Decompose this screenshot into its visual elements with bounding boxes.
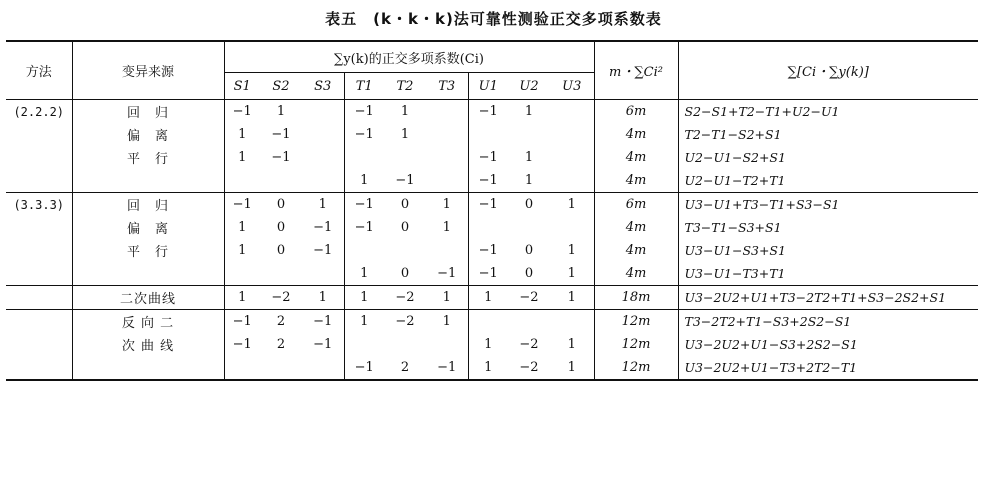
method-cell	[6, 239, 72, 262]
coef-t3-cell	[426, 333, 468, 356]
coef-u3-cell: 1	[550, 356, 594, 380]
m-sum-cell: 4m	[594, 239, 678, 262]
coef-u1-cell: −1	[478, 266, 498, 281]
coef-u3-cell: 1	[550, 193, 594, 217]
coef-t2-cell: −2	[384, 310, 426, 334]
coef-u1-cell: −1	[478, 173, 498, 188]
method-cell	[6, 123, 72, 146]
formula-cell: U2−U1−S2+S1	[684, 150, 786, 165]
formula-cell: U2−U1−T2+T1	[684, 173, 786, 188]
table-row	[6, 193, 978, 217]
header-s1: S1	[224, 73, 260, 100]
coef-u1-cell: −1	[478, 104, 498, 119]
coef-s3-cell	[302, 356, 344, 380]
coef-s3-cell: 1	[302, 286, 344, 310]
coef-u2-cell: 0	[508, 193, 550, 217]
coef-u1-cell: −1	[478, 150, 498, 165]
coef-u2-cell: 0	[524, 243, 534, 258]
coef-s2-cell: 2	[260, 310, 302, 334]
source-cell: 反 向 二	[72, 310, 224, 334]
table-row	[6, 123, 978, 146]
coef-u2-cell: −2	[519, 337, 539, 352]
coef-t3-cell: −1	[426, 262, 468, 286]
formula-cell: U3−2U2+U1−S3+2S2−S1	[684, 337, 858, 352]
coef-s2-cell: 0	[276, 243, 286, 258]
formula-cell: U3−U1−T3+T1	[684, 266, 786, 281]
table-row	[6, 239, 978, 262]
coef-u3-cell	[550, 123, 594, 146]
table-row	[6, 333, 978, 356]
source-cell	[72, 356, 224, 380]
m-sum-cell: 6m	[594, 100, 678, 124]
coef-s2-cell: 2	[276, 337, 286, 352]
coef-t1-cell: 1	[360, 173, 369, 188]
table-row	[6, 146, 978, 169]
header-s3: S3	[302, 73, 344, 100]
coef-u2-cell	[508, 216, 550, 239]
coef-s1-cell: −1	[232, 104, 252, 119]
coef-s1-cell	[224, 169, 260, 193]
coef-u1-cell: 1	[468, 286, 508, 310]
coef-s2-cell: −2	[260, 286, 302, 310]
coef-s3-cell	[302, 100, 344, 124]
source-cell: 偏 离	[72, 216, 224, 239]
header-coef-group: ∑y(k)的正交多项系数(Ci)	[224, 41, 594, 73]
m-sum-cell: 4m	[594, 123, 678, 146]
coef-s2-cell: 0	[276, 220, 286, 235]
method-cell	[6, 286, 72, 310]
m-sum-cell: 18m	[594, 286, 678, 310]
coef-u3-cell	[550, 216, 594, 239]
header-t2: T2	[384, 73, 426, 100]
coef-u2-cell: 1	[524, 104, 534, 119]
coef-s2-cell: −1	[271, 127, 291, 142]
coef-s3-cell: −1	[302, 216, 344, 239]
coef-u3-cell	[550, 310, 594, 334]
formula-cell: T3−T1−S3+S1	[684, 220, 782, 235]
coef-s2-cell	[260, 262, 302, 286]
table-row	[6, 286, 978, 310]
table-row	[6, 310, 978, 334]
coef-s1-cell: 1	[238, 243, 247, 258]
coef-t2-cell: −1	[395, 173, 415, 188]
coef-t3-cell: 1	[426, 193, 468, 217]
table-row	[6, 100, 978, 124]
header-u2: U2	[508, 73, 550, 100]
coef-t2-cell	[384, 146, 426, 169]
source-cell	[72, 262, 224, 286]
m-sum-cell: 4m	[594, 169, 678, 193]
coef-s2-cell	[260, 169, 302, 193]
coef-s2-cell	[260, 356, 302, 380]
header-u1: U1	[468, 73, 508, 100]
m-sum-cell: 6m	[594, 193, 678, 217]
coef-t3-cell: 1	[426, 286, 468, 310]
coef-t3-cell: 1	[426, 216, 468, 239]
formula-cell: U3−U1+T3−T1+S3−S1	[678, 193, 978, 217]
m-sum-cell: 12m	[594, 333, 678, 356]
coef-t1-cell: 1	[344, 310, 384, 334]
coef-s1-cell: −1	[232, 337, 252, 352]
source-cell: 次 曲 线	[72, 333, 224, 356]
coef-s3-cell: −1	[302, 333, 344, 356]
table-row	[6, 169, 978, 193]
coef-t1-cell: −1	[354, 127, 374, 142]
coef-u3-cell	[550, 146, 594, 169]
coef-t1-cell: −1	[344, 356, 384, 380]
coef-t3-cell	[426, 169, 468, 193]
method-cell	[6, 310, 72, 334]
coef-s1-cell	[224, 356, 260, 380]
coef-u1-cell: 1	[468, 356, 508, 380]
coef-t2-cell: 0	[400, 266, 410, 281]
header-u3: U3	[550, 73, 594, 100]
source-cell: 平 行	[72, 146, 224, 169]
coef-u2-cell: 1	[524, 173, 534, 188]
method-cell	[6, 146, 72, 169]
method-cell	[6, 356, 72, 380]
coef-s2-cell: 1	[276, 104, 286, 119]
coef-t1-cell: 1	[344, 286, 384, 310]
formula-cell: S2−S1+T2−T1+U2−U1	[684, 104, 840, 119]
formula-cell: T3−2T2+T1−S3+2S2−S1	[678, 310, 978, 334]
coef-t1-cell	[344, 239, 384, 262]
formula-cell: U3−2U2+U1+T3−2T2+T1+S3−2S2+S1	[678, 286, 978, 310]
coef-s3-cell	[302, 146, 344, 169]
m-sum-cell: 4m	[594, 216, 678, 239]
coef-t2-cell: 1	[400, 104, 410, 119]
source-cell: 偏 离	[72, 123, 224, 146]
coef-t2-cell	[384, 239, 426, 262]
header-source: 变异来源	[72, 41, 224, 100]
coef-t3-cell: −1	[426, 356, 468, 380]
coef-s3-cell	[302, 123, 344, 146]
coef-u3-cell	[550, 100, 594, 124]
coef-u3-cell: 1	[550, 239, 594, 262]
coef-t3-cell: 1	[426, 310, 468, 334]
method-cell	[6, 333, 72, 356]
source-cell	[72, 169, 224, 193]
coef-t2-cell: 0	[384, 193, 426, 217]
coef-u2-cell: −2	[508, 286, 550, 310]
source-cell: 平 行	[72, 239, 224, 262]
formula-cell: T2−T1−S2+S1	[684, 127, 782, 142]
coef-s1-cell: −1	[224, 310, 260, 334]
source-cell: 回 归	[72, 193, 224, 217]
coef-u2-cell: 1	[524, 150, 534, 165]
table-title: 表五 (k・k・k)法可靠性测验正交多项系数表	[325, 10, 662, 28]
coef-t1-cell	[344, 146, 384, 169]
coef-t2-cell: 0	[400, 220, 410, 235]
coef-t2-cell	[384, 333, 426, 356]
coef-s2-cell: −1	[271, 150, 291, 165]
coef-t1-cell: −1	[354, 104, 374, 119]
coef-u2-cell	[508, 310, 550, 334]
method-cell: (3.3.3)	[6, 193, 72, 217]
m-sum-cell: 4m	[594, 262, 678, 286]
coef-u1-cell	[468, 216, 508, 239]
coef-s1-cell: 1	[238, 220, 247, 235]
coef-t1-cell: −1	[354, 220, 374, 235]
m-sum-cell: 12m	[594, 310, 678, 334]
coef-t2-cell: 2	[384, 356, 426, 380]
coef-u1-cell: −1	[468, 193, 508, 217]
header-m-sum: m・∑Ci²	[594, 41, 678, 100]
coef-u1-cell	[468, 123, 508, 146]
m-sum-cell: 12m	[594, 356, 678, 380]
coef-s1-cell: −1	[224, 193, 260, 217]
header-s2: S2	[260, 73, 302, 100]
coef-u3-cell: 1	[550, 262, 594, 286]
coef-u1-cell: −1	[478, 243, 498, 258]
coef-t3-cell	[426, 239, 468, 262]
coef-s3-cell: −1	[302, 239, 344, 262]
coefficient-table	[6, 40, 978, 381]
coef-t1-cell: −1	[344, 193, 384, 217]
coef-s1-cell: 1	[238, 127, 247, 142]
formula-cell: U3−U1−S3+S1	[684, 243, 786, 258]
coef-u3-cell: 1	[550, 333, 594, 356]
coef-s3-cell: −1	[302, 310, 344, 334]
method-cell	[6, 169, 72, 193]
coef-u1-cell	[468, 310, 508, 334]
coef-s1-cell	[224, 262, 260, 286]
coef-t2-cell: 1	[400, 127, 410, 142]
coef-u2-cell: −2	[508, 356, 550, 380]
coef-s3-cell	[302, 262, 344, 286]
coef-s2-cell: 0	[260, 193, 302, 217]
coef-t1-cell: 1	[360, 266, 369, 281]
table-body	[6, 100, 978, 381]
header-t3: T3	[426, 73, 468, 100]
coef-t2-cell: −2	[384, 286, 426, 310]
table-row	[6, 216, 978, 239]
coef-s3-cell: 1	[302, 193, 344, 217]
header-sum-expr: ∑[Ci・∑y(k)]	[678, 41, 978, 100]
coef-u2-cell	[508, 123, 550, 146]
formula-cell: U3−2U2+U1−T3+2T2−T1	[678, 356, 978, 380]
coef-u1-cell: 1	[484, 337, 493, 352]
source-cell: 二次曲线	[72, 286, 224, 310]
m-sum-cell: 4m	[594, 146, 678, 169]
coef-u3-cell: 1	[550, 286, 594, 310]
table-row	[6, 262, 978, 286]
source-cell: 回 归	[72, 100, 224, 124]
coef-s3-cell	[302, 169, 344, 193]
coef-t3-cell	[426, 146, 468, 169]
method-cell	[6, 216, 72, 239]
coef-u3-cell	[550, 169, 594, 193]
header-t1: T1	[344, 73, 384, 100]
coef-t1-cell	[344, 333, 384, 356]
coef-s1-cell: 1	[224, 286, 260, 310]
method-cell	[6, 262, 72, 286]
header-method: 方法	[6, 41, 72, 100]
coef-t3-cell	[426, 123, 468, 146]
coef-u2-cell: 0	[524, 266, 534, 281]
coef-t3-cell	[426, 100, 468, 124]
coef-s1-cell: 1	[238, 150, 247, 165]
method-cell: (2.2.2)	[6, 100, 72, 124]
table-row	[6, 356, 978, 380]
